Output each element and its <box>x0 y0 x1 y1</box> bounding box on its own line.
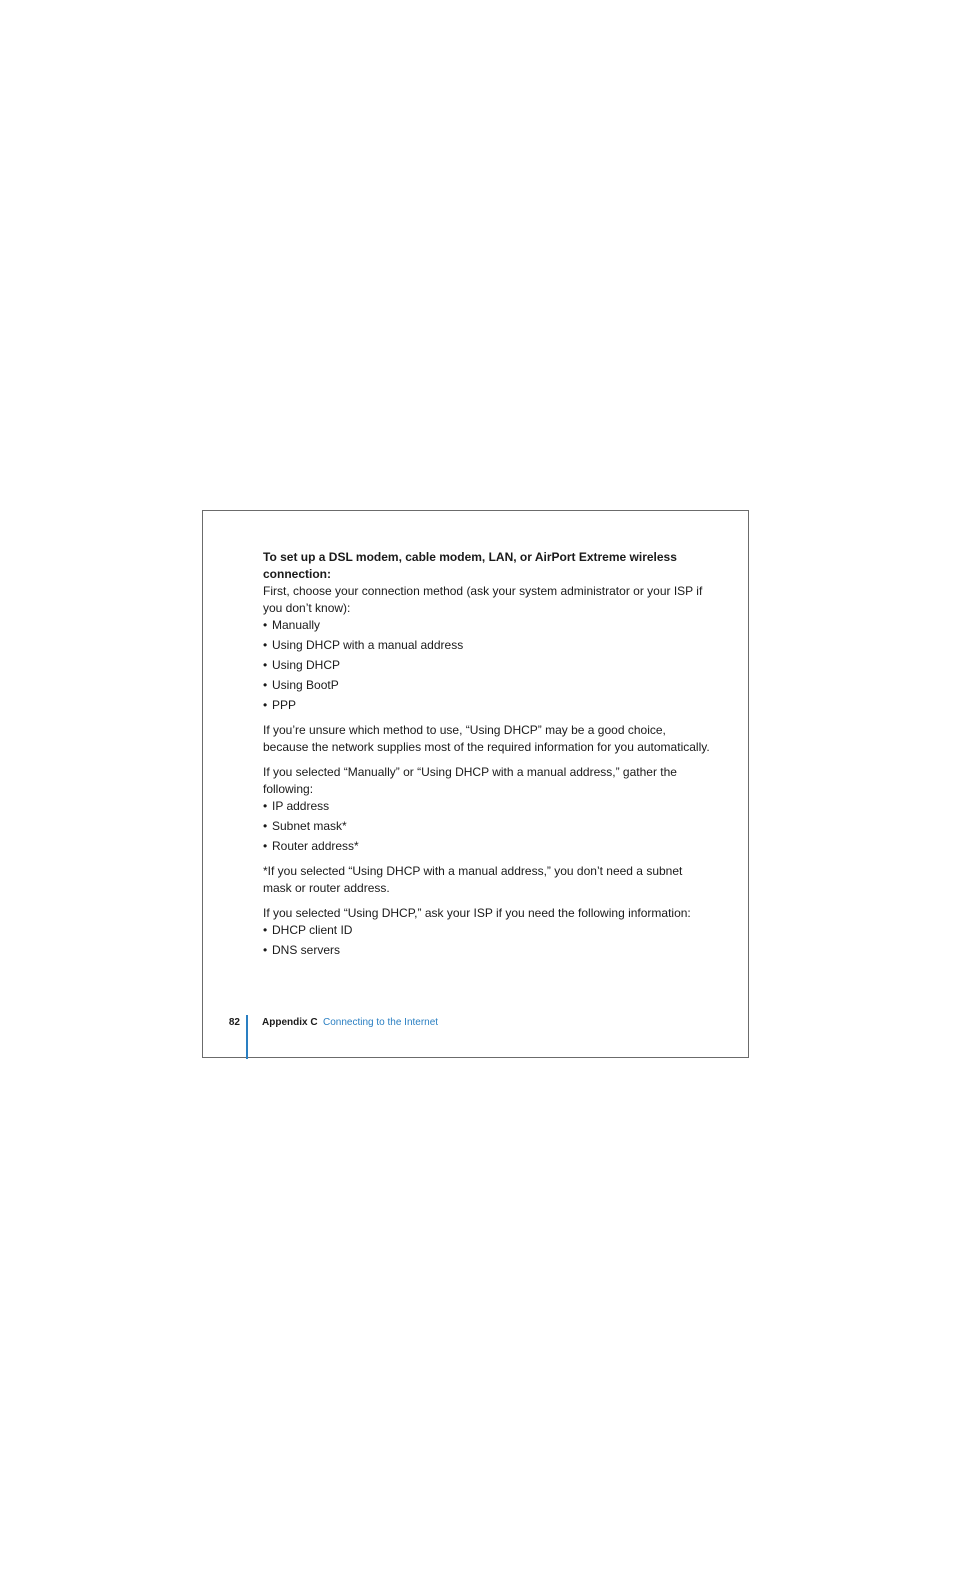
bullet-icon: • <box>263 799 268 813</box>
list-item: • IP address <box>263 799 330 813</box>
bullet-icon: • <box>263 943 268 957</box>
list-item: • DNS servers <box>263 943 341 957</box>
page-number: 82 <box>228 1017 240 1028</box>
list-item: • PPP <box>263 698 297 712</box>
manual-paragraph: If you selected “Manually” or “Using DHCP with a manual address,” gather the following: <box>263 765 677 796</box>
section-heading: To set up a DSL modem, cable modem, LAN, or AirPort Extreme wireless connection: <box>263 550 677 581</box>
list-item: • DHCP client ID <box>263 923 353 937</box>
intro-paragraph: First, choose your connection method (ask your system administrator or your ISP if you don’t know): <box>263 584 703 615</box>
unsure-paragraph: If you’re unsure which method to use, “Using DHCP” may be a good choice, because the network supplies most of the required information for you automatically. <box>263 723 710 754</box>
list-item: • Using DHCP with a manual address <box>263 638 464 652</box>
bullet-icon: • <box>263 839 268 853</box>
list-item: • Using BootP <box>263 678 339 692</box>
chapter-title: Connecting to the Internet <box>323 1017 439 1028</box>
bullet-icon: • <box>263 618 268 632</box>
bullet-icon: • <box>263 819 268 833</box>
footer-divider <box>246 1015 248 1059</box>
bullet-icon: • <box>263 678 268 692</box>
list-item: • Using DHCP <box>263 658 341 672</box>
page-footer <box>0 1015 954 1059</box>
dhcp-paragraph: If you selected “Using DHCP,” ask your ISP if you need the following information: <box>263 906 691 920</box>
list-item: • Router address* <box>263 839 359 853</box>
dhcp-info-list <box>263 922 713 959</box>
manual-info-list <box>263 798 713 855</box>
bullet-icon: • <box>263 698 268 712</box>
bullet-icon: • <box>263 658 268 672</box>
list-item: • Manually <box>263 618 321 632</box>
list-item: • Subnet mask* <box>263 819 347 833</box>
connection-methods-list <box>263 617 713 714</box>
footnote-paragraph: *If you selected “Using DHCP with a manual address,” you don’t need a subnet mask or router address. <box>263 864 683 895</box>
bullet-icon: • <box>263 923 268 937</box>
appendix-label: Appendix C <box>262 1017 318 1028</box>
bullet-icon: • <box>263 638 268 652</box>
page-content <box>263 549 713 959</box>
